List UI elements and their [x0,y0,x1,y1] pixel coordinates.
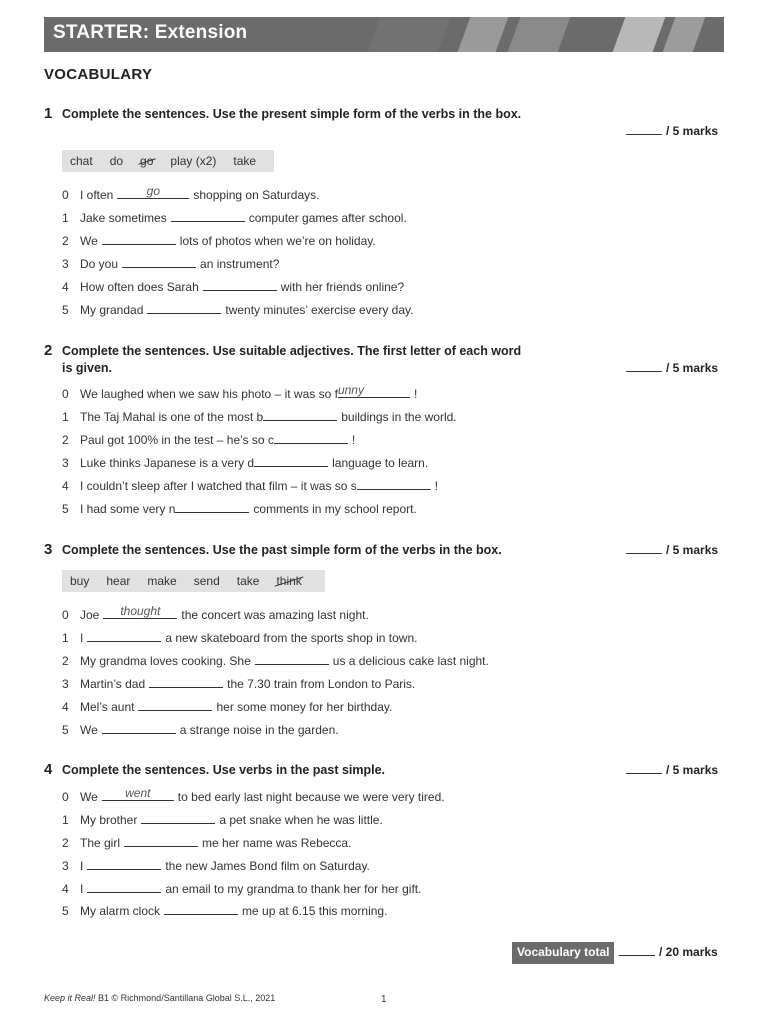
example-answer: thought [120,604,161,618]
header-stripe [508,17,571,52]
answer-blank[interactable] [102,786,174,801]
page-number: 1 [381,994,387,1005]
exercise-2-item-1: 1 The Taj Mahal is one of the most b buildings in the world. [62,410,457,424]
answer-blank[interactable] [147,302,221,314]
header-stripe [613,17,666,52]
header-stripe [458,17,509,52]
answer-blank[interactable] [87,630,161,642]
answer-blank[interactable] [122,256,196,268]
exercise-3-word-box [62,570,325,592]
exercise-1-item-2: 2 We lots of photos when we’re on holiday. [62,234,376,248]
exercise-1-item-4: 4 How often does Sarah with her friends online? [62,280,405,294]
marks-blank[interactable] [619,945,655,956]
answer-blank[interactable] [357,478,431,490]
exercise-2-number: 2 [44,342,53,359]
exercise-2-instruction: Complete the sentences. Use suitable adjectives. The first letter of each word is given. [62,344,522,375]
answer-blank[interactable] [149,676,223,688]
exercise-1-marks: / 5 marks [626,124,718,138]
page-title: STARTER: Extension [53,22,248,43]
exercise-4-item-5: 5 My alarm clock me up at 6.15 this morning. [62,904,388,918]
answer-blank[interactable] [138,699,212,711]
exercise-4-marks: / 5 marks [626,763,718,777]
answer-blank[interactable] [102,233,176,245]
answer-blank[interactable] [255,653,329,665]
answer-blank[interactable] [171,210,245,222]
marks-blank[interactable] [626,763,662,774]
answer-blank[interactable] [141,812,215,824]
exercise-2-item-2: 2 Paul got 100% in the test – he’s so c ! [62,433,356,447]
exercise-2-item-5: 5 I had some very n comments in my school report. [62,502,417,516]
exercise-4-number: 4 [44,761,53,778]
answer-blank[interactable] [103,604,177,619]
exercise-1-instruction: Complete the sentences. Use the present simple form of the verbs in the box. [62,107,522,121]
exercise-4-item-1: 1 My brother a pet snake when he was little. [62,813,383,827]
vocabulary-total-marks: / 20 marks [619,945,718,959]
example-answer: went [125,786,151,800]
answer-blank[interactable] [117,184,189,199]
exercise-4-item-3: 3 I the new James Bond film on Saturday. [62,859,370,873]
example-answer: unny [337,383,364,397]
answer-blank[interactable] [263,409,337,421]
exercise-3-marks: / 5 marks [626,543,718,557]
exercise-1-item-0: 0 I often go shopping on Saturdays. [62,184,320,202]
word-box-item: take [236,574,260,588]
marks-blank[interactable] [626,124,662,135]
exercise-3-item-0: 0 Joe thought the concert was amazing last night. [62,604,369,622]
word-box-item: make [147,574,177,588]
word-box-item: play (x2) [170,154,217,168]
exercise-3-item-5: 5 We a strange noise in the garden. [62,723,339,737]
word-box-item: buy [70,574,90,588]
footer-copyright: Keep it Real! B1 © Richmond/Santillana Global S.L., 2021 [44,993,276,1003]
exercise-1-item-5: 5 My grandad twenty minutes’ exercise every day. [62,303,414,317]
exercise-1-number: 1 [44,105,53,122]
header-stripe [368,17,451,52]
answer-blank[interactable] [87,881,161,893]
answer-blank[interactable] [203,279,277,291]
example-answer: go [146,184,161,198]
word-box-item-used: go [140,154,154,168]
exercise-1-word-box [62,150,274,172]
vocabulary-total-label: Vocabulary total [512,942,614,964]
exercise-3-item-2: 2 My grandma loves cooking. She us a delicious cake last night. [62,654,489,668]
header-bar [44,17,724,52]
word-box-item: do [109,154,124,168]
exercise-3-item-1: 1 I a new skateboard from the sports shop in town. [62,631,418,645]
marks-blank[interactable] [626,543,662,554]
word-box-item: hear [106,574,131,588]
exercise-4-item-4: 4 I an email to my grandma to thank her for her gift. [62,882,422,896]
answer-blank[interactable] [164,903,238,915]
word-box-item: chat [70,154,93,168]
answer-blank[interactable] [87,858,161,870]
exercise-3-item-3: 3 Martin’s dad the 7.30 train from London to Paris. [62,677,416,691]
exercise-4-item-0: 0 We went to bed early last night because we were very tired. [62,786,445,804]
word-box-item-used: think [276,574,302,588]
exercise-2-item-3: 3 Luke thinks Japanese is a very d language to learn. [62,456,429,470]
answer-blank[interactable] [337,383,410,398]
answer-blank[interactable] [254,455,328,467]
answer-blank[interactable] [175,501,249,513]
marks-blank[interactable] [626,361,662,372]
exercise-3-item-4: 4 Mel’s aunt her some money for her birthday. [62,700,393,714]
exercise-3-number: 3 [44,541,53,558]
exercise-4-instruction: Complete the sentences. Use verbs in the past simple. [62,763,386,777]
header-stripe [663,17,706,52]
word-box-item: send [193,574,220,588]
exercise-1-item-3: 3 Do you an instrument? [62,257,280,271]
section-title: VOCABULARY [44,66,153,83]
word-box-item: take [233,154,257,168]
exercise-2-item-0: 0 We laughed when we saw his photo – it was so f unny ! [62,383,418,401]
exercise-2-item-4: 4 I couldn’t sleep after I watched that film – it was so s ! [62,479,439,493]
exercise-4-item-2: 2 The girl me her name was Rebecca. [62,836,352,850]
answer-blank[interactable] [102,722,176,734]
answer-blank[interactable] [274,432,348,444]
exercise-2-marks: / 5 marks [626,361,718,375]
answer-blank[interactable] [124,835,198,847]
exercise-3-instruction: Complete the sentences. Use the past simple form of the verbs in the box. [62,543,502,557]
exercise-1-item-1: 1 Jake sometimes computer games after school. [62,211,407,225]
